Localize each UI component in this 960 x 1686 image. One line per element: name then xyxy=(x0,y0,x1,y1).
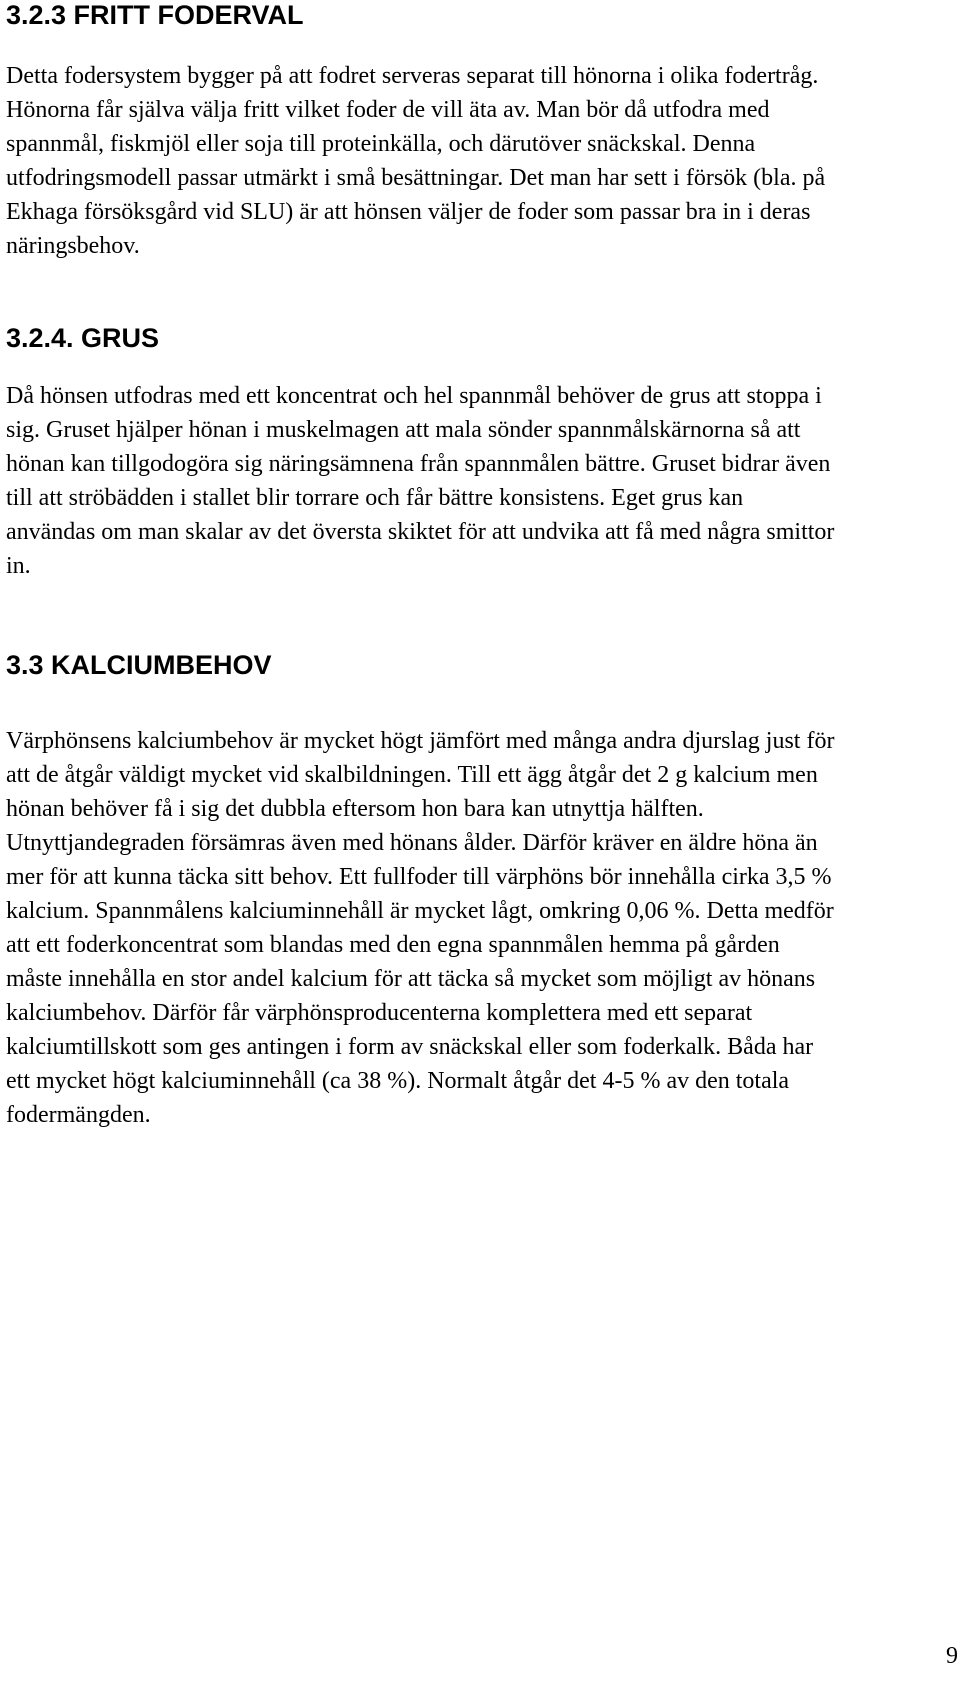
text-line: till att ströbädden i stallet blir torrare och får bättre konsistens. Eget grus kan xyxy=(6,485,744,511)
text-line: näringsbehov. xyxy=(6,233,140,259)
text-line: Då hönsen utfodras med ett koncentrat och hel spannmål behöver de grus att stoppa i xyxy=(6,383,822,409)
text-line: kalciumbehov. Därför får värphönsproducenterna komplettera med ett separat xyxy=(6,1000,753,1026)
text-line: kalcium. Spannmålens kalciuminnehåll är mycket lågt, omkring 0,06 %. Detta medför xyxy=(6,898,834,924)
text-line: Värphönsens kalciumbehov är mycket högt jämfört med många andra djurslag just för xyxy=(6,728,835,754)
text-line: användas om man skalar av det översta skiktet för att undvika att få med några smittor xyxy=(6,519,835,545)
text-line: sig. Gruset hjälper hönan i muskelmagen att mala sönder spannmålskärnorna så att xyxy=(6,417,801,443)
text-line: kalciumtillskott som ges antingen i form av snäckskal eller som foderkalk. Båda har xyxy=(6,1034,814,1060)
section-heading-grus: 3.2.4. GRUS xyxy=(6,323,160,353)
text-line: in. xyxy=(6,553,31,579)
section-heading-fritt-foderval: 3.2.3 FRITT FODERVAL xyxy=(6,0,304,30)
paragraph-kalciumbehov xyxy=(6,724,952,1132)
text-line: Ekhaga försöksgård vid SLU) är att hönsen väljer de foder som passar bra in i deras xyxy=(6,199,811,225)
text-line: utfodringsmodell passar utmärkt i små besättningar. Det man har sett i försök (bla. på xyxy=(6,165,826,191)
text-line: att de åtgår väldigt mycket vid skalbildningen. Till ett ägg åtgår det 2 g kalcium men xyxy=(6,762,818,788)
text-line: fodermängden. xyxy=(6,1102,151,1128)
text-line: Hönorna får själva välja fritt vilket foder de vill äta av. Man bör då utfodra med xyxy=(6,97,770,123)
text-line: att ett foderkoncentrat som blandas med den egna spannmålen hemma på gården xyxy=(6,932,780,958)
page-number: 9 xyxy=(946,1643,958,1669)
text-line: hönan behöver få i sig det dubbla eftersom hon bara kan utnyttja hälften. xyxy=(6,796,704,822)
paragraph-fritt-foderval xyxy=(6,59,952,263)
text-line: Utnyttjandegraden försämras även med hönans ålder. Därför kräver en äldre höna än xyxy=(6,830,818,856)
text-line: hönan kan tillgodogöra sig näringsämnena från spannmålen bättre. Gruset bidrar även xyxy=(6,451,831,477)
section-heading-kalciumbehov: 3.3 KALCIUMBEHOV xyxy=(6,650,272,680)
paragraph-grus xyxy=(6,379,952,583)
text-line: spannmål, fiskmjöl eller soja till proteinkälla, och därutöver snäckskal. Denna xyxy=(6,131,756,157)
text-line: måste innehålla en stor andel kalcium för att täcka så mycket som möjligt av hönans xyxy=(6,966,816,992)
text-line: ett mycket högt kalciuminnehåll (ca 38 %). Normalt åtgår det 4-5 % av den totala xyxy=(6,1068,790,1094)
text-line: Detta fodersystem bygger på att fodret serveras separat till hönorna i olika fodertråg. xyxy=(6,63,819,89)
text-line: mer för att kunna täcka sitt behov. Ett fullfoder till värphöns bör innehålla cirka 3,5 % xyxy=(6,864,832,890)
